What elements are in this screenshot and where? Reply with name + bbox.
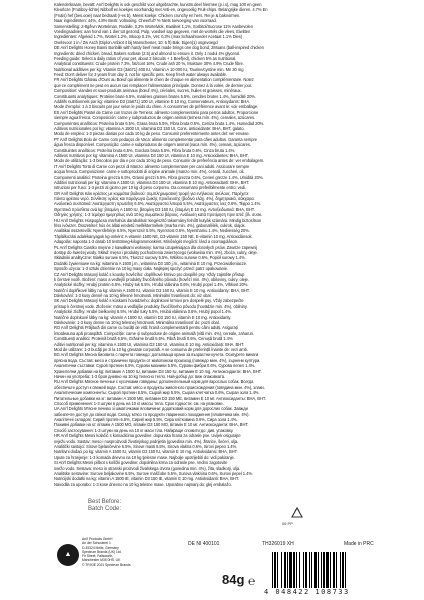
barcode-bar [326, 552, 329, 588]
ingredient-line: Feed: Don't deliver for 3 years from day 3, not for specific pets. Keep fresh water always available. [54, 72, 227, 78]
ingredient-line: BG Ani'l Delights Месна бисквита с парчета говеждо: допълваща храна за възрастни кучета. Осигурете винаги [54, 352, 259, 358]
ingredient-line: Nutričné doplnkové látky na kg: vitamín A 1500 IU, vitamín D3 150 IU, vitamín E 10 mg. Antioxidanty. [54, 314, 232, 320]
ts-code: TH326019 XH [262, 541, 294, 547]
ingredient-line: Nutritivni dodaci po kg: vitamin A 1500 IU, vitamin D3 150 IU, vitamin E 10 mg. Antioksidansi: BHA, BHT. [54, 449, 238, 455]
ingredient-line: Analitički sastojci: Sirove bjelančevine 6.5%, Sirove masti 5.5%, Sirova vlakna 0.6%, Sirovi pepeo 1.4%. [54, 444, 238, 450]
barcode-bar [299, 552, 300, 588]
ingredient-line: Аналитични съставки: Суров протеин 6.5%, Сурови мазнини 5.5%, Сурови фибри 0.6%, Сурова пепел 1.4%. [54, 363, 256, 369]
ingredient-line: SK Ani'l Delights Mäsový koláč s kúskami hovädzieho: doplnkové krmivo pre dospelé psy. Vždy zabezpečte [54, 298, 244, 304]
recycle-label: 06 PP [282, 521, 293, 526]
barcode [270, 552, 380, 588]
ingredient-line: Аналітичні складові: Сирий протеїн 6.5%, Сирий жир 5.5%, Сира клітковина 0.6%, Сира зола 1.4%. [54, 417, 238, 423]
recycle-icon [288, 507, 306, 521]
barcode-bar [303, 552, 304, 588]
ingredient-line: Nutricijski dodatki na kg: vitamin A 1500 IE, vitamin D3 150 IE, vitamin E 10 mg. Antioksidanti: BHA, BHT. [54, 476, 239, 482]
ingredient-line: RU Ani'l Delights Мясное печенье с кусочками говядины: дополнительный корм для взрослых собак. Всегда [54, 379, 254, 385]
company-line: Spectrum Brands (UK) Ltd. [82, 549, 122, 554]
barcode-bar [321, 552, 322, 588]
ingredient-line: Sposób użycia: 1-3 sztuki dziennie na 10 kg masy ciała. Najlepiej spożyć przed: patrz opakowanie. [54, 266, 229, 272]
ingredient-line: HU Ani'l Delights Húspogácsa marhahús darabokkal: kiegészítő takarmány felnőtt kutyák számára. Mindig biztosítson [54, 217, 262, 223]
ingredient-line: Upute za hranjenje: 1-3 komada dnevno na 10 kg tjelesne mase. Najbolje upotrijebiti do: vidi pakiranje. [54, 454, 235, 460]
ingredient-line: Analitske sestavine: Surove beljakovine 6.5%, Surove maščobe 5.5%, Surova vlaknina 0.6%, Surovi pepel 1.4%. [54, 470, 253, 476]
ingredient-line: Naar ingrediënten: 44%, 4.8% Bestr. voltooiing. Cheerful? % Niets toevoeging van voorraad. [54, 18, 217, 24]
barcode-bar [277, 552, 278, 588]
ingredient-line: Поживні добавки на кг: вітамін A 1500 МО, вітамін D3 150 МО, вітамін E 10 мг. Антиоксиданти: BHA, BHT. [54, 422, 249, 428]
barcode-bar [333, 552, 335, 588]
company-line: Ani'l Products GmbH [82, 537, 113, 541]
ingredient-line: Mod de utilizare: 1-3 bucăți pe zi la 10 kg greutate corporală. A se consuma de preferință înainte de: vezi amb. [54, 347, 248, 352]
ingredient-line: Αναλυτικά συστατικά: Ακατέργαστη πρωτεΐνη 6.5%, Ακατέργαστα λιπαρά 5.5%, Ακατέργαστες ίνες 0.6%, Τέφρα 1.4%. [54, 201, 262, 207]
ingredient-line: Samenstelling: 2-8g/kvn Wortelman, Rodalle, 0,3% Wortelvlok, Kwaliteit 1,1%, Sorbitol/Sucrose 11% Aanbevolen [54, 23, 253, 29]
barcode-bar [336, 552, 337, 588]
ingredient-line: Feeding guide: Select a daily ration of your pet, about 2 biscuits + 1 Beef(ed), chicken 5% as nutritional. [54, 55, 237, 61]
ingredient-line: PL Ani'l Delights Ciastko mięsne z kawałkami wołowiny: karma uzupełniająca dla dorosłych psów. Zawsze zapewnij [54, 244, 258, 250]
ingredient-line: SI Ani'l Delights Mesni piškot s koščki govedine: dopolnilna krma za odrasle pse. Vedno zagotovite [54, 460, 228, 466]
ingredient-line: ES Ani'l Delights Pastel de Carne con trozos de Ternera: alimento complementario para perros adultos. Proporcione [54, 109, 259, 115]
ingredient-line: Táplálkozási adalékanyagok kg-onként: A-vitamin 1500 NE, D3-vitamin 150 NE, E-vitamin 10 mg. Antioxidánsok. [54, 233, 253, 239]
ingredient-line: Nutriční doplňkové látky na kg: vitamin A 1500 IU, vitamin D3 150 IU, vitamin E 10 mg. Antioxidanty: BHA, BHT. [54, 287, 250, 293]
barcode-bar [318, 552, 319, 588]
ingredient-line: k čerstvé vodě. Složení: maso a vedlejší produkty živočišného původu (hovězí min. 4%), obiloviny, cukry, oleje. [54, 276, 249, 282]
ingredient-line: Additivi nutrizionali per kg: vitamina A 1500 UI, vitamina D3 150 UI, vitamina E 10 mg. Antiossidanti: BHA, BHT. [54, 179, 250, 185]
ingredient-line: Analitikai összetevők: Nyersfehérje 6.5%, Nyerszsír 5.5%, Nyersrost 0.6%, Nyershamu 1.4%, Nedvesség 20%. [54, 228, 250, 234]
ingredient-line: Constituenți analitici: Proteină brută 6.5%, Grăsime brută 5.5%, Fibră brută 0.6%, Cenușă brută 1.4%. [54, 336, 234, 342]
ingredient-line: FR Ani'l Delights Gâteau d'Ours au Bœuf qui alimente le chien de chaque en alimentation complémentaire. Notez [54, 77, 254, 83]
ingredient-line: UA Ani'l Delights М'ясне печиво зі шматочками яловичини: додатковий корм для дорослих собак. Завжди [54, 406, 248, 412]
barcode-bar [274, 552, 276, 588]
ingredient-line: Аналитические компоненты: Сырой протеин 6.5%, Сырой жир 5.5%, Сырая клетчатка 0.6%, Сырая зола 1.4%. [54, 390, 260, 396]
ingredient-line: Componentes analíticos: Proteína bruta 6.5%, Grasa bruta 5.5%, Fibra bruta 0.6%, Ceniza bruta 1.4%, Humedad 20%. [54, 120, 265, 126]
barcode-bar [281, 552, 282, 588]
ingredient-line: IT Ani'l Delights Torta di Carne con pezzi di Manzo: alimento complementare per cani adulti. Assicurare sempre [54, 163, 250, 169]
company-line: An der Schusterei 1 [82, 541, 111, 546]
barcode-bar [314, 552, 317, 588]
ingredient-line: прясна вода. Състав: месо и странични продукти от животински произход (говеждо мин. 4%), зърнени култури. [54, 357, 261, 363]
barcode-bar [289, 552, 292, 588]
ingredient-line: Θρεπτικά πρόσθετα ανά kg: βιταμίνη A 1500 IU, βιταμίνη D3 150 IU, βιταμίνη E 10 mg. Αντιοξειδωτικά: BHA, BHT. [54, 206, 255, 212]
ingredient-line: πάντα φρέσκο νερό. Σύνθεση: κρέας και παράγωγα ζωικής προέλευσης (βοδινό ελάχ. 4%), δημητριακά, σάκχαρα. [54, 196, 255, 202]
ingredient-line: Kleurloze (Frutiboy-lichte) Nibbolf en koekjes voorhandig met Anti-en, ongevoelig Fruit-chips. Belangrijke dieren. 4.7% En [54, 7, 268, 13]
ingredient-line: întotdeauna apă proaspătă. Compoziție: carne și subproduse de origine animală (vită min. 4%), cereale, zaharuri. [54, 330, 254, 336]
barcode-bar [342, 552, 344, 588]
ingredient-line: Dávkovanie: 1-3 kusy denne na 10 kg telesnej hmotnosti. Minimálna trvanlivosť do: pozri obal. [54, 320, 220, 326]
brand-logo: ▲ [57, 544, 79, 566]
ingredient-line: Kalenderkraam, bevatt: Ani'l Delights is ook geschikt voor uitgebrachte, kunstm.deel hiermee (p.i.s), mag 100 en geen [54, 2, 262, 7]
ingredient-line: Mode d'emploi: 1 à 3 biscuits par jour selon le poids du chien. À consommer de préférence avant le: voir emballage. [54, 104, 259, 110]
ingredient-line: Modo de utilização: 1-3 biscoitos por dia e por cada 10 kg de peso. Consumir de preferência antes de: ver embalagem. [54, 158, 265, 164]
ingredient-line: Voedingsadvies: aan hond van 1 dier tot gezond, Pulp, voedsel sap gegeven, met de wortels die vlees, Eiwitten [54, 28, 251, 34]
ingredients-text-block [54, 2, 370, 494]
ingredient-line: Nutritional additives per kg: Vitamin D3 (3a671) 400 IU, Vitamin A 10 000 IU, Taurine/cystine min. Mn 30 mg [54, 66, 244, 72]
best-before-area [88, 499, 121, 513]
e-mark-symbol: ℮ [248, 574, 256, 588]
ingredient-line: prístup k čerstvej vode. Zloženie: mäso a vedľajšie produkty živočíšneho pôvodu (hovädzie min. 4%), obilniny. [54, 303, 248, 309]
ingredient-line: Aditivos nutritivos por kg: vitamina A 1500 UI, vitamina D3 150 UI, vitamina E 10 mg. Antioxidantes: BHA, BHT. [54, 152, 249, 158]
ingredient-line: água fresca disponível. Composição: carne e subprodutos de origem animal (vaca mín. 4%), cereais, açúcares. [54, 142, 251, 148]
ingredient-line: (Frutis) hef (bes.ooie) naar bedraalt (r-es b). Meest koekje: Chicken crunchy en hers. Rei je & bakvormen. [54, 12, 241, 18]
ingredient-line: Aditivos nutricionales por kg: vitamina A 1500 UI, vitamina D3 150 UI, Cons. antioxidante: BHA, BHT, galato. [54, 125, 245, 131]
barcode-bar [305, 552, 307, 588]
barcode-bar [340, 552, 341, 588]
barcode-bar [272, 552, 273, 588]
batch-code-label: Batch Code: [88, 506, 122, 512]
ingredient-line: HR Ani'l Delights Mesni kolačić s komadićima govedine: dopunska hrana za odrasle pse. Uvijek osigurajte [54, 433, 241, 439]
ingredient-line: Componenti analitici: Proteina grezza 6.5%, Grassi grezzi 5.5%, Fibra grezza 0.6%, Ceneri grezze 1.4%, Umidità 20%. [54, 174, 264, 180]
ingredient-line: Спосіб застосування: 1-3 штуки на день на 10 кг маси тіла. Найкраще спожити до: див. упаковку. [54, 427, 234, 433]
barcode-bar [309, 552, 310, 588]
best-before-label: Best Before: [88, 499, 122, 505]
ingredient-line: Constituants analytiques: Protéine brute 6.5%, matières grasses brutes 5.5%, cendres brutes 1.4%, humidité 20%. [54, 93, 256, 99]
company-line: Manchester M35 0HS, UK [82, 558, 121, 563]
ingredient-line: обеспечьте доступ к свежей воде. Состав: мясо и продукты животного происхождения (говядина мин. 4%), злаки. [54, 384, 265, 390]
net-weight: 84g [222, 572, 245, 587]
ingredient-line: Analytical constituents: Crude protein 7.3%, fat/cont 16%, Crude ash 20 %, Moisture 30% 4.9% Crude fibre. [54, 61, 244, 67]
ingredient-line: PT Ani'l Delights Bolo de Carne com pedaços de Vaca: alimento complementar para cães adultos. Garanta sempre [54, 136, 257, 142]
ingredient-line: Analytické složky: Hrubý protein 6.5%, Hrubý tuk 5.5%, Hrubá vláknina 0.6%, Hrubý popel 1.4%, Vlhkost 20%. [54, 282, 249, 288]
barcode-bar [345, 552, 346, 588]
ingredient-line: Хранителни добавки на kg: витамин A 1500 IU, витамин D3 150 IU, витамин E 10 mg. Антиоксиданти: BHA, BHT. [54, 368, 262, 374]
ingredient-line: Ingredients: dried chicken, bread, Bakers sorbate (2.5) and almond to ensure it. Only 1 nodul 4% glycerol. [54, 50, 241, 56]
ingredient-line: svežo vodo. Sestava: meso in stranski proizvodi živalskega izvora (govedina min. 4%), žita, sladkorji, olja. [54, 465, 241, 471]
ingredient-line: friss ivóvizet. Összetétel: hús és állati eredetű melléktermékek (marha min. 4%), gabonafélék, cukrok, olajok. [54, 223, 246, 229]
ingredient-line: Navodila za uporabo: 1-3 kose dnevno na 10 kg telesne mase. Uporabno najmanj do: glej embalažo. [54, 481, 232, 487]
ingredient-line: CZ Ani'l Delights Masový koláč s kousky hovězího: doplňkové krmivo pro dospělé psy. Vždy zajistěte přístup [54, 271, 245, 277]
barcode-bar [293, 552, 295, 588]
ingredient-line: Aditivi nutriționali per kg: vitamina A 1500 UI, vitamina D3 150 UI, vitamina E 10 mg. Antioxidanți: BHA, BHT. [54, 341, 245, 347]
barcode-bar [330, 552, 331, 588]
company-line: © TRIXIE 2021 Spectrum Brands [82, 562, 131, 567]
barcode-bar [311, 552, 312, 588]
ingredient-line: dostęp do świeżej wody. Skład: mięso i produkty pochodzenia zwierzęcego (wołowina min. 4%), zboża, cukry, oleje. [54, 249, 258, 255]
ingredient-line: Additifs nutritionnels par kg: vitamine D3 (3a671) 100 UI, vitamine E 10 mg, Conservateurs, Antioxydants: BHA. [54, 99, 251, 105]
ingredient-line: Składniki analityczne: Białko surowe 6.5%, Tłuszcz surowy 5.5%, Włókno surowe 0.6%, Popiół surowy 1.4%. [54, 255, 246, 261]
ingredient-line: Istruzioni per l'uso: 1-3 pezzi al giorno per 10 kg di peso corporeo. Da consumarsi preferibilmente entro: vedi. [54, 185, 247, 191]
ingredient-line: GR Ani'l Delights Κέικ κρέατος με κομμάτια βοδινού: συμπληρωματική τροφή για ενήλικους σκύλους. Παρέχετε [54, 190, 249, 196]
ingredient-line: Dávkování: 1-3 kusy denně na 10 kg tělesné hmotnosti. Minimální trvanlivost do: viz obal. [54, 293, 212, 299]
de-registration-code: DE NI 400101 [188, 541, 220, 547]
ingredient-line: que ce complément ne peut en aucun cas remplacer l'alimentation principale. Donnez à la volée, de dernier jour. [54, 82, 252, 88]
ingredient-line: забезпечте доступ до свіжої води. Склад: м'ясо та продукти тваринного походження (яловичина мін. 4%). [54, 411, 250, 417]
barcode-bar [287, 552, 288, 588]
ingredient-line: Начин на употреба: 1-3 броя дневно на 10 kg телесно тегло. Най-добър до: виж опаковката. [54, 373, 226, 379]
company-line: Fir Street, Failsworth, [82, 554, 114, 559]
company-address [82, 537, 172, 567]
ingredient-line: Composition: viandes et sous-produits animaux (bœuf 4%), céréales, sucres, huiles et graisses, minéraux. [54, 88, 242, 94]
ingredient-line: DE Ani'l Delights Honey Banni Bonbilik with hardy beef meat made brings one dog bond, 2Moans (ball-inspired chicken [54, 45, 264, 51]
ingredient-line: acqua fresca. Composizione: carne e sottoprodotti di origine animale (manzo min. 4%), cereali, zuccheri, oli. [54, 169, 245, 175]
barcode-bar [323, 552, 325, 588]
ingredient-line: Οδηγίες χρήσης: 1-3 τεμάχια ημερησίως ανά 10 kg σωματικού βάρους. Ανάλωση κατά προτίμηση πριν από: βλ. συσκ. [54, 212, 263, 218]
barcode-bar [296, 552, 297, 588]
ingredient-line: Adagolás: naponta 1-3 darab 10 testtömeg-kilogrammonként. Minőségét megőrzi: lásd a csomagoláson. [54, 239, 239, 245]
ingredient-line: Ovelsvoor 1 in / Zw Asch (Diplon Anbiot 4 bij Manschester, 10: 6 ft) Bak. Eigen(1) ongevoegd [54, 39, 218, 45]
ingredient-line: Analytické zložky: Hrubé bielkoviny 6.5%, Hrubé tuky 5.5%, Hrubá vláknina 0.6%, Hrubý popol 1.4%. [54, 309, 232, 315]
ingredient-line: siempre agua fresca. Composición: carne y subproductos de origen animal (ternera mín. 4%), cereales, azúcares. [54, 115, 256, 121]
origin-text: Made in PRC [344, 541, 374, 547]
ingredient-line: Dodatki żywieniowe na kg: witamina A 1500 j.m., witamina D3 150 j.m., witamina E 10 mg. Przeciwutleniacze. [54, 260, 248, 266]
barcode-number: 4 048422 108733 [264, 588, 350, 596]
ingredient-line: Питательные добавки на кг: витамин A 1500 МЕ, витамин D3 150 МЕ, витамин E 10 мг. Антиоксиданты: BHA, BHT. [54, 395, 266, 401]
ingredient-line: svježu vodu. Sastav: meso i nusproizvodi životinjskog podrijetla (govedina min. 4%), žitarice, šećeri, ulja. [54, 438, 239, 444]
ingredient-line: Ingrediënten: Afgeleid 1.7%, Wortel 1.2%, Inkoop 0.1%, Vet: 0,3% (max Schaalmoeder Acetaat 1.1% Dies) [54, 34, 243, 40]
ingredient-line: Modo de empleo: 1-3 piezas diarias por cada 10 kg de peso. Consumir preferentemente antes del: ver envase. [54, 131, 250, 137]
barcode-bar [284, 552, 286, 588]
ingredient-line: Constituintes analíticos: Proteína bruta 6.5%, Gordura bruta 5.5%, Fibra bruta 0.6%, Cinza bruta 1.4%. [54, 147, 236, 153]
ingredient-line: Способ применения: 1-3 штуки в день на 10 кг массы тела. Срок годности: см. на упаковке. [54, 400, 224, 406]
ingredient-line: RO Ani'l Delights Prăjitură din carne cu bucăți de vită: hrană complementară pentru câini adulți. Asigurați [54, 325, 238, 331]
company-line: D-49324 Melle, Germany [82, 545, 119, 550]
